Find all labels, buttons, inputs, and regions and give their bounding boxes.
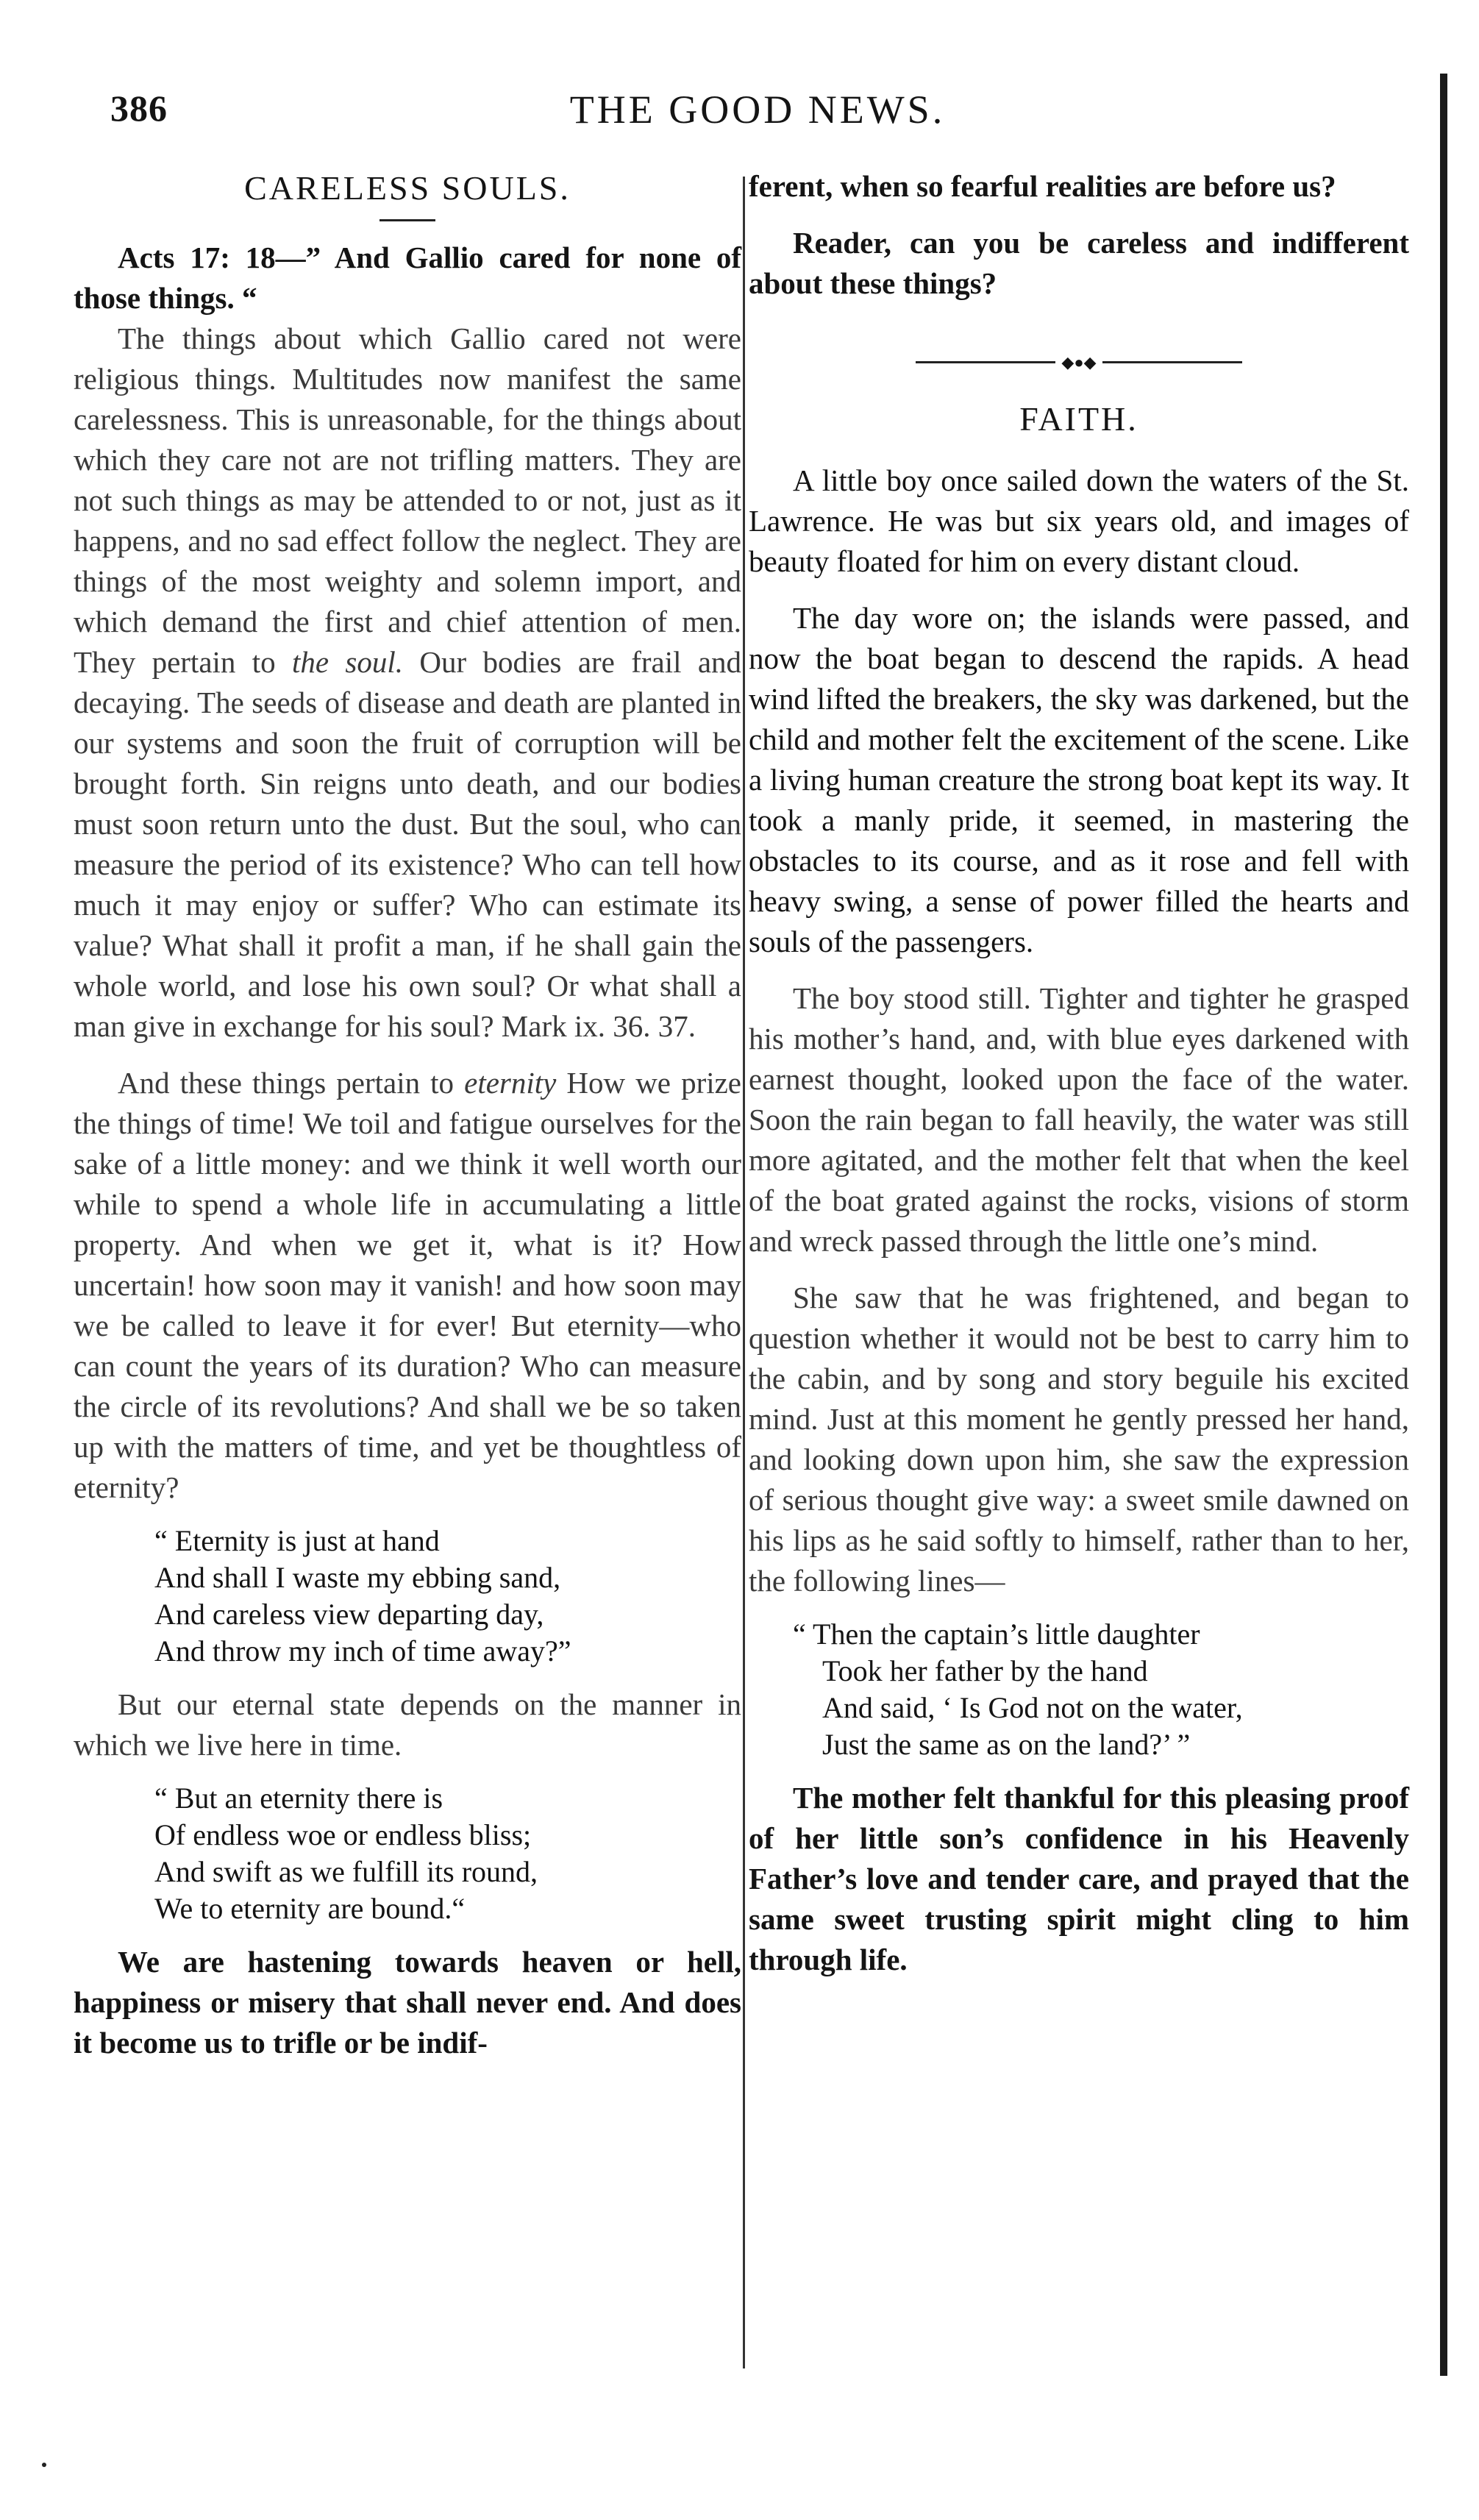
verse-line: And careless view departing day, xyxy=(154,1598,544,1631)
verse-block xyxy=(793,1616,1409,1763)
paragraph-text: The things about which Gallio cared not were religious things. Multitudes now manifest the same carelessness. This is unreasonable, for the things about which they care not are not trifling matters. They are not such things as may be attended to or not, just as it happens, and no sad effect follow the neglect. They are things of the most weighty and solemn import, and which demand the first and chief attention of men. They pertain to xyxy=(74,321,741,679)
paragraph: She saw that he was frightened, and began to question whether it would not be best to carry him to the cabin, and by song and story beguile his excited mind. Just at this moment he gently pressed her hand, and looking down upon him, she saw the expression of serious thought give way: a sweet smile dawned on his lips as he said softly to himself, rather than to her, the following lines— xyxy=(749,1281,1409,1598)
paragraph: The mother felt thankful for this pleasing proof of her little son’s confidence in his Heavenly Father’s love and tender care, and prayed that the same sweet trusting spirit might cling to him through life. xyxy=(749,1781,1409,1976)
ink-speck xyxy=(42,2463,46,2467)
verse-line: And said, ‘ Is God not on the water, xyxy=(822,1691,1243,1724)
verse-block xyxy=(154,1523,741,1670)
article-title-faith: FAITH. xyxy=(1019,400,1138,438)
page-number: 386 xyxy=(110,88,168,129)
journal-title: THE GOOD NEWS. xyxy=(569,88,946,132)
paragraph: The boy stood still. Tighter and tighter he grasped his mother’s hand, and, with blue eyes darkened with earnest thought, looked upon the face of the water. Soon the rain began to fall heavily, the water was still more agitated, and the mother felt that when the keel of the boat grated against the rocks, visions of storm and wreck passed through the little one’s mind. xyxy=(749,981,1409,1258)
paragraph-text: How we prize the things of time! We toil and fatigue ourselves for the sake of a little money: and we think it well worth our while to spend a whole life in accumulating a little property. And when we get it, what is it? How uncertain! how soon may it vanish! and how soon may we be called to leave it for ever! But eternity—who can count the years of its duration? Who can measure the circle of its revolutions? And shall we be so taken up with the matters of time, and yet be thoughtless of eternity? xyxy=(74,1066,742,1504)
verse-line: And shall I waste my ebbing sand, xyxy=(154,1561,561,1594)
spacer xyxy=(749,441,1409,460)
paragraph-continuation: ferent, when so fearful realities are before us? xyxy=(749,169,1336,203)
article-title-careless-souls: CARELESS SOULS. xyxy=(244,169,571,207)
verse-block xyxy=(154,1780,741,1927)
paragraph xyxy=(74,1063,741,1508)
separator-line xyxy=(916,361,1055,363)
paragraph: We are hastening towards heaven or hell, happiness or misery that shall never end. And does it become us to trifle or be indif- xyxy=(74,1945,741,2060)
emphasis: the soul. xyxy=(291,645,404,679)
reader-question: Reader, can you be careless and indifferent about these things? xyxy=(749,226,1409,300)
verse-line: Of endless woe or endless bliss; xyxy=(154,1818,532,1851)
verse-line: “ Eternity is just at hand xyxy=(154,1524,440,1557)
column-divider xyxy=(743,177,745,2368)
paragraph: A little boy once sailed down the waters of the St. Lawrence. He was but six years old, and images of beauty floated for him on every distant cloud. xyxy=(749,463,1409,578)
emphasis: eternity xyxy=(464,1066,557,1100)
verse-line: We to eternity are bound.“ xyxy=(154,1892,466,1925)
page-header xyxy=(110,87,1375,146)
paragraph: But our eternal state depends on the manner in which we live here in time. xyxy=(74,1687,741,1762)
verse-line: “ Then the captain’s little daughter xyxy=(793,1617,1200,1651)
separator-ornament: ◆●◆ xyxy=(1061,353,1097,371)
verse-line: Took her father by the hand xyxy=(822,1654,1148,1687)
right-column xyxy=(749,166,1409,1980)
paragraph xyxy=(74,318,741,1047)
verse-line: And swift as we fulfill its round, xyxy=(154,1855,538,1888)
epigraph: Acts 17: 18—” And Gallio cared for none of those things. “ xyxy=(74,241,741,315)
section-separator xyxy=(749,342,1409,382)
paragraph: The day wore on; the islands were passed, and now the boat began to descend the rapids. A head wind lifted the breakers, the sky was darkened, but the child and mother felt the excitement of the scene. Like a living human creature the strong boat kept its way. It took a manly pride, it seemed, in mastering the obstacles to its course, and as it rose and fell with heavy swing, a sense of power filled the hearts and souls of the passengers. xyxy=(749,601,1409,958)
page-edge-rule xyxy=(1440,74,1447,2376)
title-rule xyxy=(379,219,435,221)
verse-line: “ But an eternity there is xyxy=(154,1782,443,1815)
verse-line: Just the same as on the land?’ ” xyxy=(822,1728,1191,1761)
left-column xyxy=(74,166,741,2063)
paragraph-text: Our bodies are frail and decaying. The seeds of disease and death are planted in our systems and soon the fruit of corruption will be brought forth. Sin reigns unto death, and our bodies must soon return unto the dust. But the soul, who can measure the period of its existence? Who can tell how much it may enjoy or suffer? Who can estimate its value? What shall it profit a man, if he shall gain the whole world, and lose his own soul? Or what shall a man give in exchange for his soul? Mark ix. 36. 37. xyxy=(74,645,742,1043)
verse-line: And throw my inch of time away?” xyxy=(154,1634,571,1667)
paragraph-text: And these things pertain to xyxy=(118,1066,455,1100)
separator-line xyxy=(1102,361,1242,363)
